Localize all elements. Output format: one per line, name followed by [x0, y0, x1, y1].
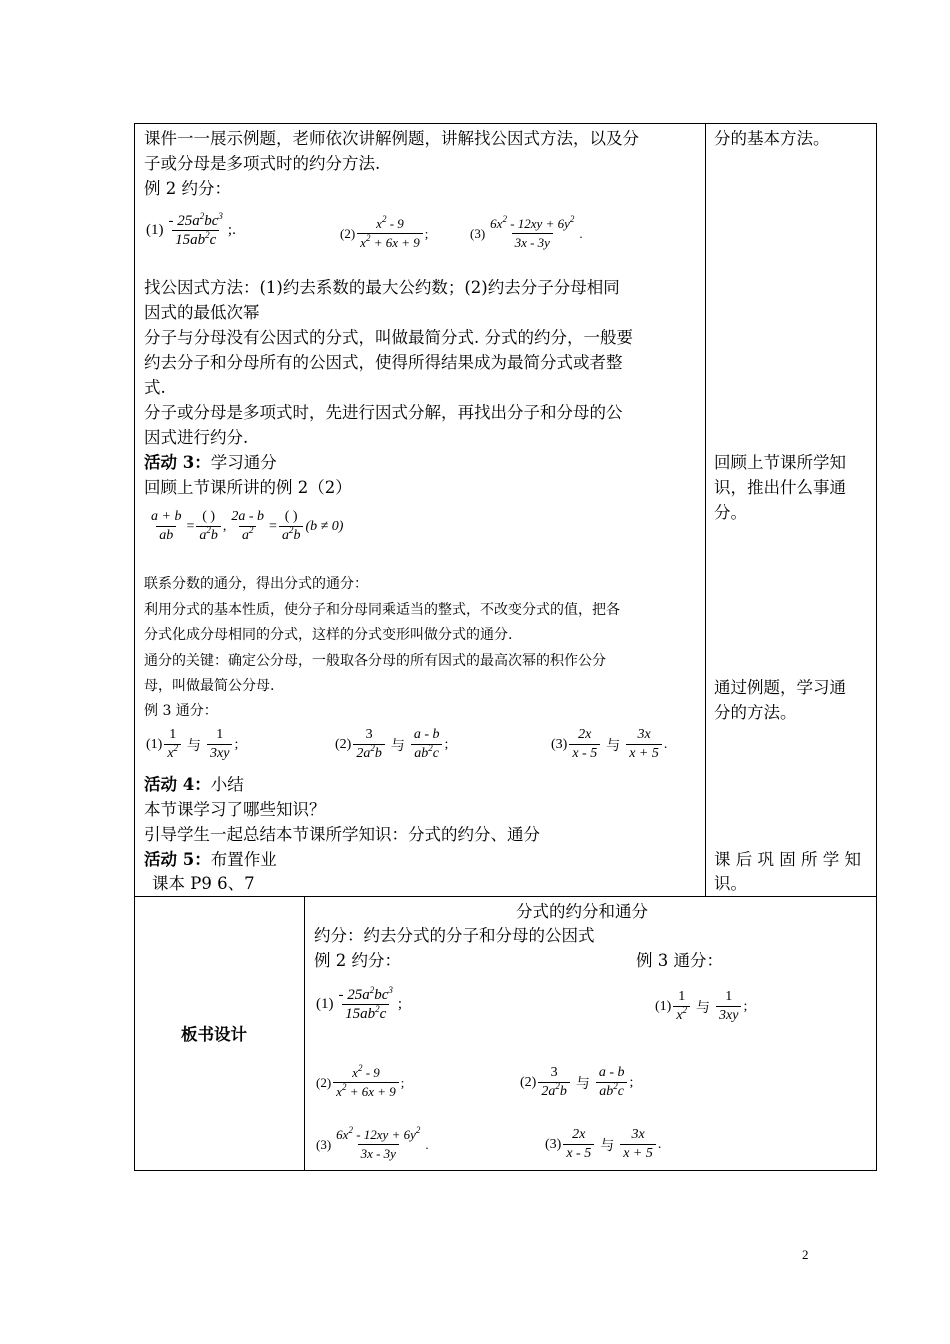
- homework-line: 课本 P9 6、7: [152, 874, 255, 893]
- key-line-2: 母，叫做最简公分母.: [144, 678, 275, 694]
- simplest-line-1: 分子与分母没有公因式的分式，叫做最简分式. 分式的约分，一般要: [144, 328, 633, 347]
- activity-3-label: 活动 3：: [144, 453, 211, 472]
- b-not-zero: (b ≠ 0): [305, 518, 344, 534]
- find-factor-line-1: 找公因式方法：(1)约去系数的最大公约数；(2)约去分子分母相同: [144, 278, 620, 297]
- activity-3-heading: [144, 451, 277, 475]
- board-column-divider: [304, 896, 305, 1171]
- link-line: 联系分数的通分，得出分式的通分：: [144, 576, 368, 592]
- board-ex3-formula-3: (3) $\frac{2x}{x - 5}$ 与 $\frac{3x}{x + 5}$ .: [545, 1127, 662, 1161]
- activity-5-label: 活动 5：: [144, 850, 211, 869]
- polynomial-line-2: 因式进行约分.: [144, 428, 249, 447]
- ex3-formula-3: (3) $\frac{2x}{x - 5}$ 与 $\frac{3x}{x + 5}$ .: [551, 727, 668, 761]
- side-note-3b: 分的方法。: [714, 703, 797, 722]
- board-title: 分式的约分和通分: [516, 902, 648, 921]
- activity-5-heading: [144, 848, 277, 872]
- simplest-line-2: 约去分子和分母所有的公因式，使得所得结果成为最简分式或者整: [144, 353, 623, 372]
- review-line: 回顾上节课所讲的例 2（2）: [144, 478, 352, 497]
- ex2-formula-3: (3) $\frac{6x^2 - 12xy + 6y^2}{3x - 3y}$ .: [470, 214, 583, 250]
- side-note-2c: 分。: [714, 503, 747, 522]
- side-note-3a: 通过例题，学习通: [714, 678, 846, 697]
- board-ex2-formula-2: (2) $\frac{x^2 - 9}{x^2 + 6x + 9}$ ;: [316, 1063, 405, 1099]
- key-line-1: 通分的关键：确定公分母，一般取各分母的所有因式的最高次幂的积作公分: [144, 653, 606, 669]
- side-note-2b: 识，推出什么事通: [714, 478, 846, 497]
- board-example-2: 例 2 约分：: [314, 951, 401, 970]
- side-note-4b: 识。: [714, 874, 747, 893]
- board-ex3-formula-1: (1) $\frac{1}{x^2}$ 与 $\frac{1}{3xy}$ ;: [655, 989, 748, 1023]
- activity-3-title: 学习通分: [210, 453, 277, 472]
- board-definition: 约分：约去分式的分子和分母的公因式: [314, 926, 595, 945]
- definition-line-1: 利用分式的基本性质，使分子和分母同乘适当的整式，不改变分式的值，把各: [144, 602, 620, 618]
- ex2-formula-1: (1) $\frac{- 25a^2bc^3}{15ab^2c}$ ;.: [146, 211, 236, 248]
- board-ex2-formula-1: (1) $\frac{- 25a^2bc^3}{15ab^2c}$ ;: [316, 985, 403, 1022]
- ex2-formula-2: (2) $\frac{x^2 - 9}{x^2 + 6x + 9}$ ;: [340, 214, 429, 250]
- ex3-formula-1: (1) $\frac{1}{x^2}$ 与 $\frac{1}{3xy}$ ;: [146, 727, 239, 761]
- side-note-2a: 回顾上节课所学知: [714, 453, 846, 472]
- question-line: 本节课学习了哪些知识？: [144, 800, 326, 819]
- row-divider: [134, 896, 877, 897]
- board-example-3: 例 3 通分：: [636, 951, 723, 970]
- side-note-1: 分的基本方法。: [714, 129, 830, 148]
- activity-4-heading: [144, 773, 244, 797]
- definition-line-2: 分式化成分母相同的分式，这样的分式变形叫做分式的通分.: [144, 627, 513, 643]
- find-factor-line-2: 因式的最低次幂: [144, 303, 260, 322]
- board-ex3-formula-2: (2) $\frac{3}{2a^2b}$ 与 $\frac{a - b}{ab^2c}$ ;: [520, 1065, 634, 1099]
- table-border-right: [876, 123, 877, 1171]
- page-number: 2: [802, 1247, 809, 1262]
- ex3-formula-2: (2) $\frac{3}{2a^2b}$ 与 $\frac{a - b}{ab^2c}$ ;: [335, 727, 449, 761]
- example-2-label: 例 2 约分：: [144, 179, 231, 198]
- table-border-bottom: [134, 1170, 877, 1171]
- board-ex2-formula-3: (3) $\frac{6x^2 - 12xy + 6y^2}{3x - 3y}$ .: [316, 1125, 429, 1161]
- table-border-left: [134, 123, 135, 1171]
- intro-line-2: 子或分母是多项式时的约分方法.: [144, 154, 381, 173]
- board-label: 板书设计: [181, 1025, 247, 1044]
- activity-4-title: 小结: [210, 775, 244, 794]
- polynomial-line-1: 分子或分母是多项式时，先进行因式分解，再找出分子和分母的公: [144, 403, 623, 422]
- review-formula: $\frac{a + b}{ab}$ = $\frac{( )}{a^2b}$ , $\frac{2a - b}{a^2}$ = $\frac{( )}{a^2b}$ (b ≠ 0): [151, 509, 344, 543]
- side-note-4a: 课 后 巩 固 所 学 知: [714, 850, 861, 869]
- table-border-top: [134, 123, 877, 124]
- example-3-label: 例 3 通分：: [144, 703, 218, 719]
- column-divider: [705, 123, 706, 896]
- intro-line-1: 课件一一展示例题，老师依次讲解例题，讲解找公因式方法，以及分: [144, 129, 639, 148]
- activity-5-title: 布置作业: [210, 850, 277, 869]
- simplest-line-3: 式.: [144, 378, 166, 397]
- activity-4-label: 活动 4：: [144, 775, 211, 794]
- guide-line: 引导学生一起总结本节课所学知识：分式的约分、通分: [144, 825, 540, 844]
